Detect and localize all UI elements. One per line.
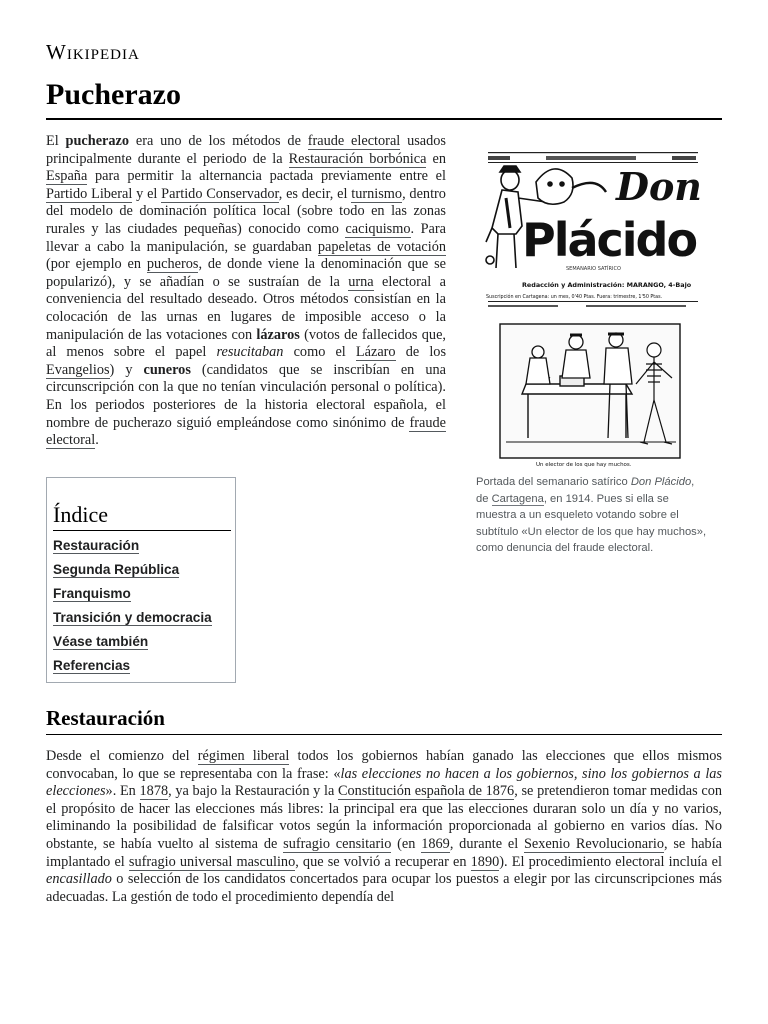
masthead-suscripcion: Suscripción en Cartagena: un mes, 0'40 Ptas. Fuera: trimestre, 1'50 Ptas. [486, 295, 663, 300]
intro-text: . [95, 432, 99, 449]
section-quote: las elecciones no hacen a los gobiernos, sino los gobiernos a las elecciones [46, 765, 722, 800]
link-restauracion-borbonica[interactable]: Restauración borbónica [288, 150, 427, 167]
toc-list [53, 537, 229, 676]
don-placido-cover-image[interactable] [476, 138, 706, 470]
toc-link-referencias[interactable]: Referencias [53, 658, 131, 673]
section-text: (en [391, 835, 422, 852]
section-text: , se había implantado el [46, 835, 723, 870]
illustration-footer: Un elector de los que hay muchos. [536, 462, 632, 468]
link-fraude-electoral[interactable]: fraude electoral [307, 133, 401, 149]
section-text: , ya bajo la Restauración y la [168, 783, 338, 800]
link-partido-conservador[interactable]: Partido Conservador [161, 185, 279, 202]
link-1890[interactable]: 1890 [470, 853, 500, 870]
wikipedia-wordmark[interactable]: Wikipedia [46, 40, 140, 64]
section-heading-restauracion: Restauración [46, 705, 722, 735]
link-1869[interactable]: 1869 [421, 835, 450, 852]
intro-paragraph [46, 133, 446, 450]
masthead-subhead: SEMANARIO SATÍRICO [566, 266, 621, 272]
section-text: ). El procedimiento electoral incluía el [499, 853, 722, 870]
masthead-redaccion: Redacción y Administración: MARANGO, 4-Bajo [522, 281, 692, 289]
intro-text: electoral a conveniencia del resultado deseado. Otros métodos consistían en la colocación de las urnas en lugares de imposible acceso o la manipulación de las votaciones con [46, 273, 446, 343]
toc-item [53, 633, 229, 652]
toc-item [53, 609, 229, 628]
masthead-don: Don [616, 164, 702, 209]
link-1878[interactable]: 1878 [139, 783, 169, 800]
link-regimen-liberal[interactable]: régimen liberal [197, 748, 290, 764]
section-paragraph [46, 748, 722, 906]
section-text: , durante el [449, 835, 524, 852]
intro-text: , dentro del modelo de dominación política local (sobre todo en las zonas rurales y las ciudades pequeñas) conocido como [46, 185, 446, 237]
link-urna[interactable]: urna [348, 273, 374, 290]
toc-link-franquismo[interactable]: Franquismo [53, 586, 131, 601]
intro-text: El [46, 133, 66, 149]
intro-text: y el [132, 185, 162, 202]
section-text: ». En [105, 783, 140, 800]
toc-link-vease-tambien[interactable]: Véase también [53, 634, 149, 649]
intro-bold-term: lázaros [256, 326, 300, 343]
link-partido-liberal[interactable]: Partido Liberal [46, 185, 133, 202]
intro-text: (votos de fallecidos que, al menos sobre el papel [46, 326, 446, 361]
intro-text: de los [395, 344, 447, 361]
toc-link-segunda-republica[interactable]: Segunda República [53, 562, 180, 577]
link-pucheros[interactable]: pucheros [146, 256, 199, 273]
intro-text: . Para llevar a cabo la manipulación, se guardaban [46, 220, 446, 255]
link-espana[interactable]: España [46, 168, 88, 185]
intro-italic-term: resucitaban [216, 344, 284, 361]
link-lazaro[interactable]: Lázaro [355, 344, 396, 361]
section-italic-term: encasillado [46, 871, 112, 888]
page-title: Pucherazo [46, 76, 722, 120]
intro-text: (por ejemplo en [46, 256, 147, 273]
table-of-contents [46, 477, 236, 683]
intro-text: ) y [109, 361, 144, 378]
masthead-placido: Plácido [522, 213, 697, 267]
section-text: Desde el comienzo del [46, 748, 198, 764]
intro-bold-term: pucherazo [65, 133, 130, 149]
caption-text: Portada del semanario satírico [476, 476, 631, 488]
intro-text: , es decir, el [278, 185, 352, 202]
link-turnismo[interactable]: turnismo [351, 185, 403, 202]
intro-text: usados principalmente durante el periodo de la [46, 133, 446, 167]
intro-text: , de donde viene la denominación que se popularizó), y se añadían o se sustraían de la [46, 256, 446, 290]
intro-text: (candidatos que se inscribían en una circunscripción con la que no tenían vinculación personal o política). En los periodos posteriores de la historia electoral española, el nombre de pucherazo siguió empleándose como sinónimo de [46, 361, 446, 431]
toc-link-transicion[interactable]: Transición y democracia [53, 610, 212, 625]
toc-link-restauracion[interactable]: Restauración [53, 538, 140, 553]
figure-caption [476, 474, 708, 557]
intro-text: era uno de los métodos de [129, 133, 308, 149]
link-papeletas[interactable]: papeletas de votación [317, 238, 447, 255]
link-sexenio-revolucionario[interactable]: Sexenio Revolucionario [523, 835, 664, 852]
link-cartagena[interactable]: Cartagena [491, 492, 544, 505]
link-sufragio-universal[interactable]: sufragio universal masculino [128, 853, 296, 870]
intro-text: en [426, 150, 446, 167]
toc-item [53, 657, 229, 676]
caption-text: , de [476, 476, 695, 505]
toc-item [53, 585, 229, 604]
section-text: o selección de los candidatos concertados para ocupar los puestos a elegir por las circunscripciones más adecuadas. La gestión de todo el procedimiento dependía del [46, 871, 722, 905]
section-text: , que se volvió a recuperar en [295, 853, 471, 870]
toc-item [53, 561, 229, 580]
thumbnail-figure [476, 138, 711, 557]
section-text: todos los gobiernos habían ganado las elecciones que ellos mismos convocaban, lo que se representaba con la frase: « [46, 748, 722, 782]
toc-item [53, 537, 229, 556]
intro-bold-term: cuneros [143, 361, 191, 378]
link-constitucion-1876[interactable]: Constitución española de 1876 [337, 783, 515, 800]
link-fraude-electoral-2[interactable]: fraude electoral [46, 414, 446, 449]
toc-title: Índice [53, 502, 231, 531]
link-caciquismo[interactable]: caciquismo [345, 220, 411, 237]
intro-text: para permitir la alternancia pactada previamente entre el [87, 168, 446, 185]
intro-text: como el [283, 344, 356, 361]
caption-text: , en 1914. Pues si ella se muestra a un esqueleto votando sobre el subtítulo «Un elector de los que hay muchos», como denuncia del fraude electoral. [476, 492, 707, 555]
caption-italic: Don Plácido [630, 476, 692, 488]
section-text: , se pretendieron tomar medidas con el propósito de hacer las elecciones más libres: la principal era que las elecciones duraran solo un día y no varios, eliminando la posibilidad de falsificar votos según la información proporcionada al gobierno en varios días. No obstante, se había vuelto al sistema de [46, 783, 722, 852]
link-evangelios[interactable]: Evangelios [46, 361, 110, 378]
link-sufragio-censitario[interactable]: sufragio censitario [283, 835, 392, 852]
